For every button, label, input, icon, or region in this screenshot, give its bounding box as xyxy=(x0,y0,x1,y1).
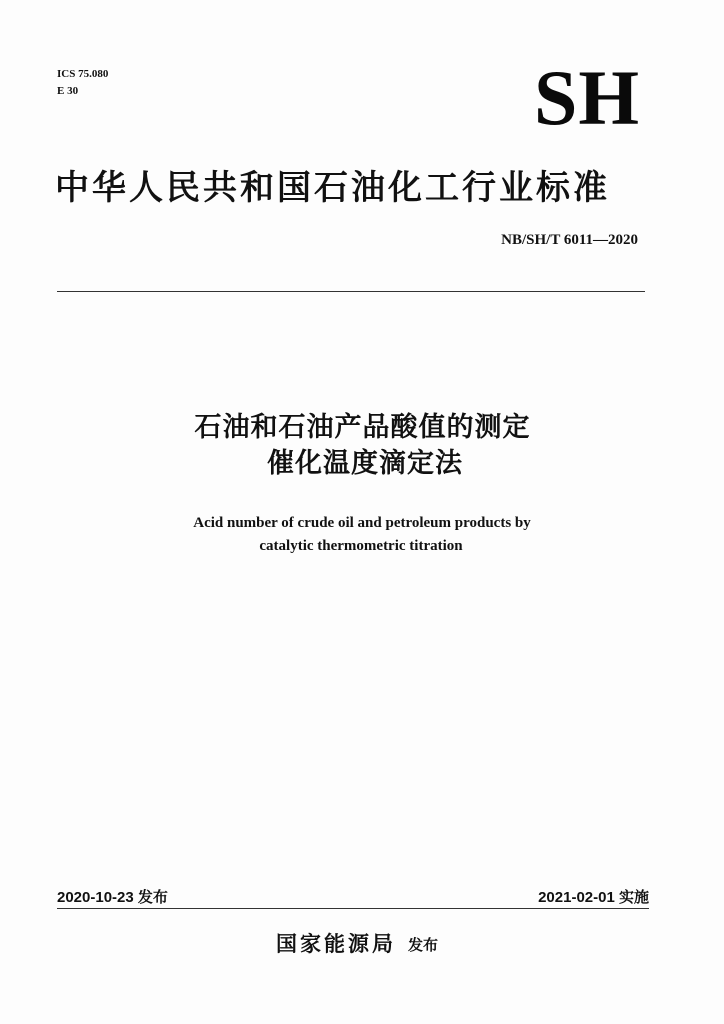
english-title-line-1: Acid number of crude oil and petroleum products by xyxy=(193,515,531,531)
bottom-divider xyxy=(57,908,649,909)
english-title xyxy=(0,512,724,558)
chinese-title-line-2: 催化温度滴定法 xyxy=(267,448,463,479)
ics-code: ICS 75.080 xyxy=(57,68,109,80)
chinese-title xyxy=(0,410,724,482)
issuing-authority xyxy=(0,928,724,958)
chinese-title-line-1: 石油和石油产品酸值的测定 xyxy=(194,412,531,443)
issue-date: 2020-10-23 发布 xyxy=(57,889,168,906)
issuer-verb: 发布 xyxy=(407,936,438,954)
standard-number: NB/SH/T 6011—2020 xyxy=(501,232,638,248)
standard-code-logo: SH xyxy=(533,54,640,141)
classification-codes xyxy=(57,66,108,100)
implementation-date: 2021-02-01 实施 xyxy=(538,889,649,906)
top-divider xyxy=(57,291,645,292)
standard-category-title: 中华人民共和国石油化工行业标准 xyxy=(55,168,610,208)
issuer-organization: 国家能源局 xyxy=(275,932,396,956)
english-title-line-2: catalytic thermometric titration xyxy=(259,538,463,554)
ccs-code: E 30 xyxy=(57,85,79,97)
